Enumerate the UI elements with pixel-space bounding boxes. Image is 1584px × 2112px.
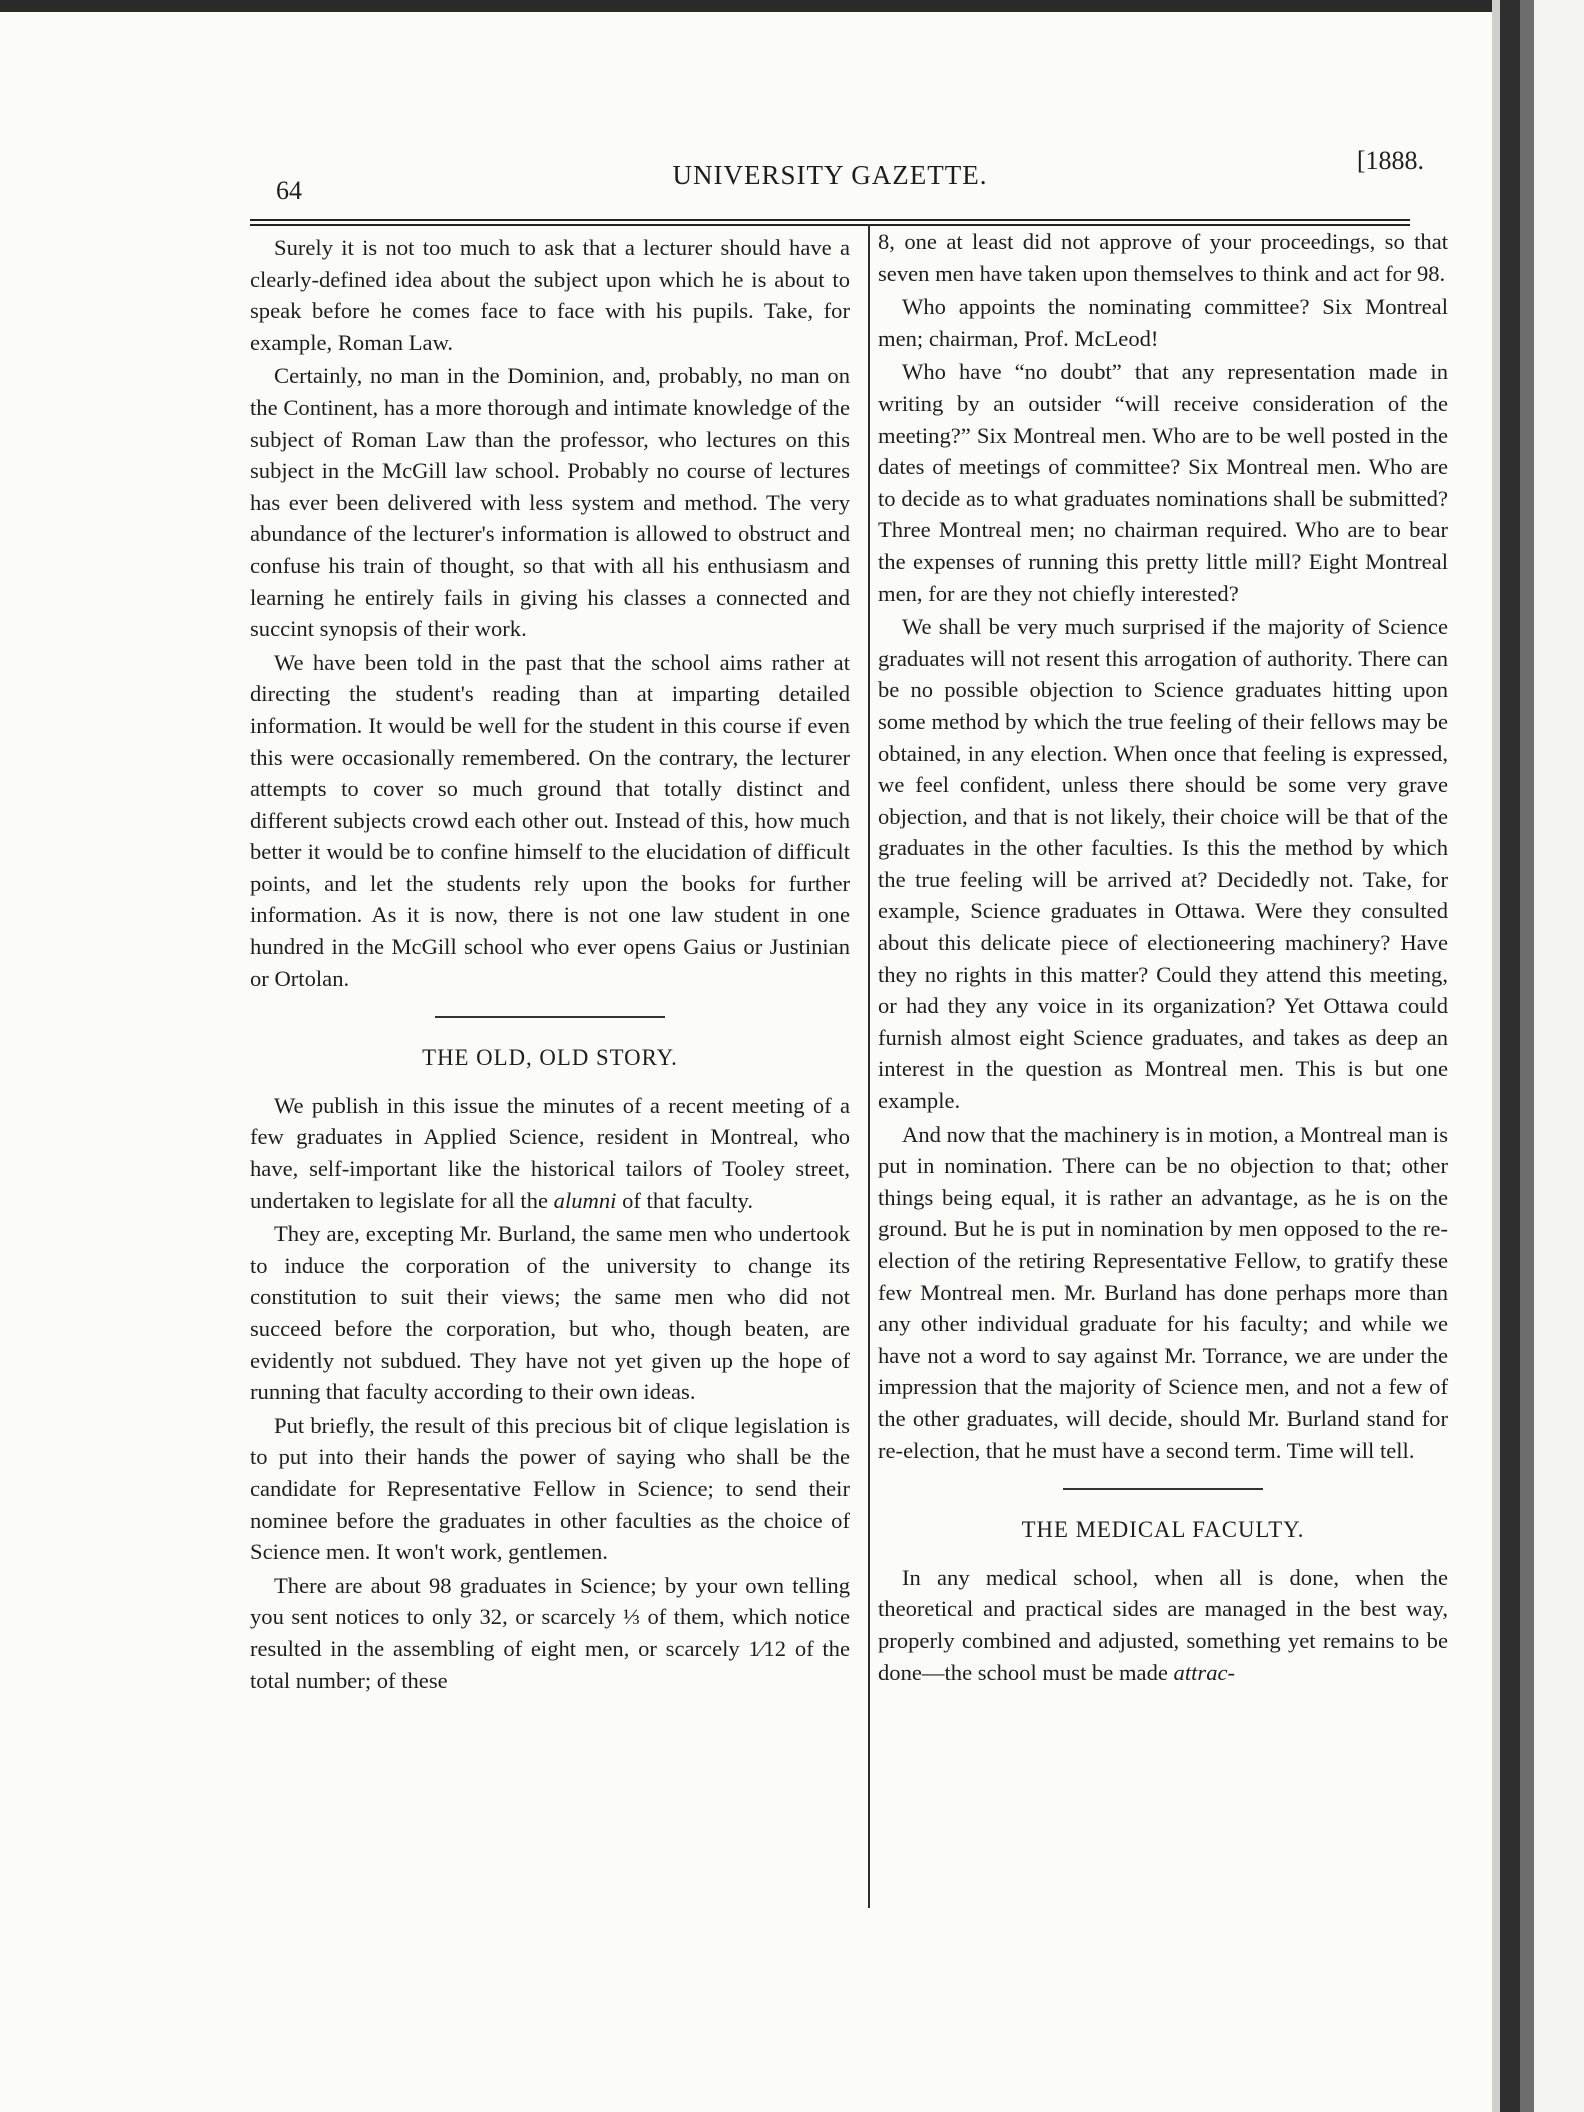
- page-header: [250, 146, 1424, 205]
- text-span: We publish in this issue the minutes of a recent meeting of a few graduates in Applied Science, resident in Montreal, who have, self-important like the historical tailors of Tooley street, undertaken to legislate for all the: [250, 1092, 850, 1213]
- binding-shadow: [1492, 0, 1500, 2112]
- section-divider: [1063, 1488, 1263, 1490]
- column-divider: [868, 224, 870, 1908]
- right-column: [878, 226, 1448, 1688]
- left-column: [250, 232, 850, 1696]
- section-title-old-story: THE OLD, OLD STORY.: [422, 1045, 678, 1071]
- paragraph: They are, excepting Mr. Burland, the same men who undertook to induce the corporation of the university to change its constitution to suit their views; the same men who did not succeed before the corporation, but who, though beaten, are evidently not subdued. They have not yet given up the hope of running that faculty according to their own ideas.: [250, 1221, 850, 1405]
- paragraph: Certainly, no man in the Dominion, and, probably, no man on the Continent, has a more thorough and intimate knowledge of the subject of Roman Law than the professor, who lectures on this subject in the McGill law school. Probably no course of lectures has ever been delivered with less system and method. The very abundance of the lecturer's information is allowed to obstruct and confuse his train of thought, so that with all his enthusiasm and learning he entirely fails in giving his classes a connected and succint synopsis of their work.: [250, 363, 850, 642]
- header-rule-upper: [250, 219, 1410, 221]
- paragraph: We have been told in the past that the school aims rather at directing the student's reading than at imparting detailed information. It would be well for the student in this course if even this were occasionally remembered. On the contrary, the lecturer attempts to cover so much ground that totally distinct and different subjects crowd each other out. Instead of this, how much better it would be to confine himself to the elucidation of difficult points, and let the students rely upon the books for further information. As it is now, there is not one law student in one hundred in the McGill school who ever opens Gaius or Justinian or Ortolan.: [250, 649, 850, 991]
- paragraph: And now that the machinery is in motion, a Montreal man is put in nomination. There can be no objection to that; other things being equal, it is rather an advantage, as he is on the ground. But he is put in nomination by men opposed to the re-election of the retiring Representative Fellow, to gratify these few Montreal men. Mr. Burland has done perhaps more than any other individual graduate for his faculty; and while we have not a word to say against Mr. Torrance, we are under the impression that the majority of Science men, and not a few of the other graduates, will decide, should Mr. Burland stand for re-election, that he must have a second term. Time will tell.: [878, 1121, 1448, 1463]
- paragraph: There are about 98 graduates in Science; by your own telling you sent notices to only 32, or scarcely ⅓ of them, which notice resulted in the assembling of eight men, or scarcely 1⁄12 of the total number; of these: [250, 1572, 850, 1693]
- text-span: In any medical school, when all is done, when the theoretical and practical sides are managed in the best way, properly combined and adjusted, something yet remains to be done—the school must be made: [878, 1564, 1448, 1685]
- issue-year: [1888.: [1356, 146, 1424, 175]
- paragraph: Who have “no doubt” that any representation made in writing by an outsider “will receive consideration of the meeting?” Six Montreal men. Who are to be well posted in the dates of meetings of committee? Six Montreal men. Who are to decide as to what graduates nominations shall be submitted? Three Montreal men; no chairman required. Who are to bear the expenses of running this pretty little mill? Eight Montreal men, for are they not chiefly interested?: [878, 359, 1448, 606]
- book-binding-inner: [1520, 0, 1534, 2112]
- page-number: 64: [276, 176, 302, 205]
- paragraph: [878, 1562, 1448, 1688]
- running-title: UNIVERSITY GAZETTE.: [672, 160, 988, 190]
- italic-word: attrac-: [1173, 1659, 1236, 1685]
- paragraph: Put briefly, the result of this precious bit of clique legislation is to put into their hands the power of saying who shall be the candidate for Representative Fellow in Science; to send their nominee before the graduates in other faculties as the choice of Science men. It won't work, gentlemen.: [250, 1412, 850, 1565]
- paragraph-continuation: 8, one at least did not approve of your proceedings, so that seven men have taken upon themselves to think and act for 98.: [878, 229, 1448, 286]
- book-binding-edge: [1500, 0, 1520, 2112]
- paragraph: Surely it is not too much to ask that a lecturer should have a clearly-defined idea about the subject upon which he is about to speak before he comes face to face with his pupils. Take, for example, Roman Law.: [250, 235, 850, 355]
- text-span: of that faculty.: [616, 1187, 753, 1213]
- italic-word: alumni: [553, 1187, 617, 1213]
- paragraph: [250, 1090, 850, 1216]
- paragraph: We shall be very much surprised if the majority of Science graduates will not resent this arrogation of authority. There can be no possible objection to Science graduates hitting upon some method by which the true feeling of their fellows may be obtained, in any election. When once that feeling is expressed, we feel confident, unless there should be some very grave objection, and that is not likely, their choice will be that of the graduates in the other faculties. Is this the method by which the true feeling will be arrived at? Decidedly not. Take, for example, Science graduates in Ottawa. Were they consulted about this delicate piece of electioneering machinery? Have they no rights in this matter? Could they attend this meeting, or had they any voice in its organization? Yet Ottawa could furnish almost eight Science graduates, and takes as deep an interest in the question as Montreal men. This is but one example.: [878, 614, 1448, 1114]
- section-divider: [435, 1016, 665, 1018]
- paragraph: Who appoints the nominating committee? Six Montreal men; chairman, Prof. McLeod!: [878, 294, 1448, 351]
- page-top-edge: [0, 0, 1584, 12]
- section-title-medical-faculty: THE MEDICAL FACULTY.: [1021, 1517, 1305, 1543]
